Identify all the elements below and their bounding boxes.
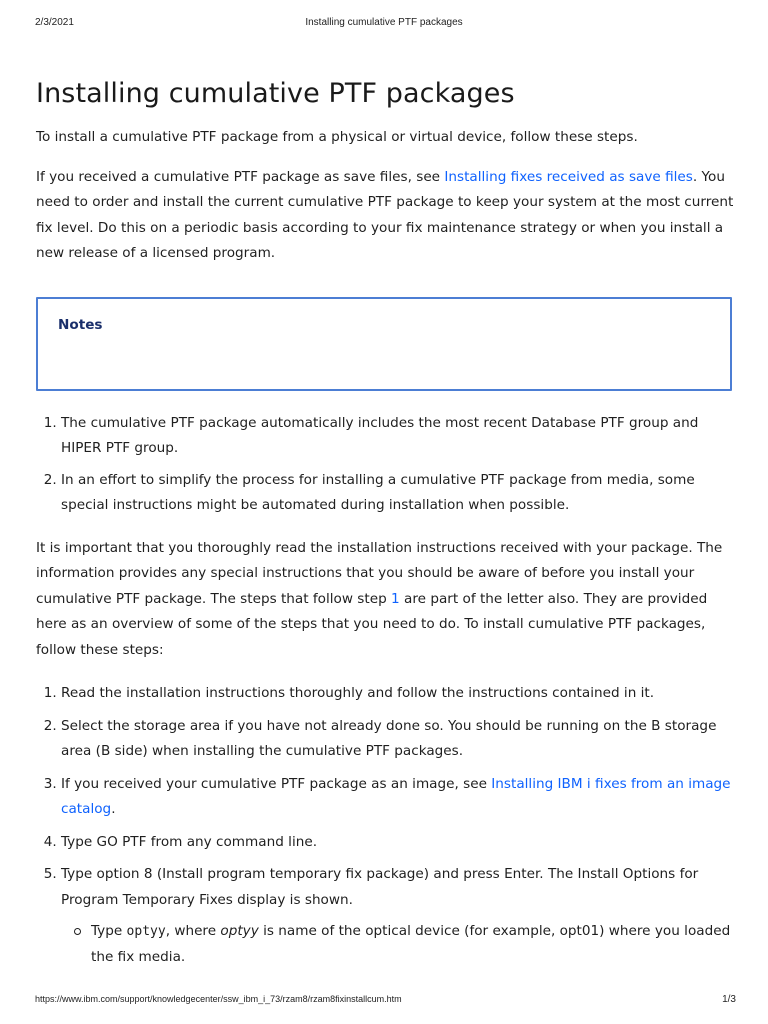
sub-step-prefix: Type bbox=[91, 923, 127, 939]
notes-box bbox=[36, 297, 732, 391]
notes-list bbox=[36, 411, 736, 519]
note-item: 1. The cumulative PTF package automatically includes the most recent Database PTF group and HIPER PTF group. bbox=[61, 411, 736, 462]
step-item: 4. Type GO PTF from any command line. bbox=[61, 830, 736, 856]
image-catalog-link[interactable]: Installing IBM i fixes from an image catalog bbox=[61, 775, 731, 817]
instructions-text-after: are part of the letter also. They are provided here as an overview of some of the steps that you need to do. To install cumulative PTF packages, follow these steps: bbox=[36, 590, 708, 658]
print-header bbox=[0, 17, 768, 31]
sub-step-item bbox=[91, 919, 736, 970]
sub-step-suffix: is name of the optical device (for example, opt01) where you loaded the fix media. bbox=[91, 923, 731, 965]
step-item: 1. Read the installation instructions thoroughly and follow the instructions contained in it. bbox=[61, 681, 736, 707]
step-3-text-before: If you received your cumulative PTF package as an image, see bbox=[61, 775, 492, 792]
notes-title: Notes bbox=[58, 316, 103, 333]
step-item: 2. Select the storage area if you have not already done so. You should be running on the B storage area (B side) when installing the cumulative PTF packages. bbox=[61, 714, 736, 765]
step-3-text-after: . bbox=[111, 801, 116, 817]
instructions-paragraph bbox=[36, 536, 736, 664]
save-files-paragraph bbox=[36, 165, 736, 267]
save-files-link[interactable]: Installing fixes received as save files bbox=[444, 168, 693, 185]
print-footer bbox=[0, 994, 768, 1008]
intro-paragraph: To install a cumulative PTF package from a physical or virtual device, follow these steps. bbox=[36, 129, 638, 145]
optical-device-code: optyy bbox=[126, 924, 166, 939]
step-1-link[interactable]: 1 bbox=[391, 590, 400, 607]
optical-device-emphasis: optyy bbox=[220, 923, 259, 939]
save-files-text-before: If you received a cumulative PTF package as save files, see bbox=[36, 168, 445, 185]
article bbox=[36, 76, 736, 970]
step-item bbox=[61, 772, 736, 823]
step-item bbox=[61, 862, 736, 970]
step-5-text: Type option 8 (Install program temporary fix package) and press Enter. The Install Options for Program Temporary Fixes display is shown. bbox=[61, 866, 699, 908]
circle-bullet-icon bbox=[74, 928, 81, 935]
steps-list bbox=[36, 681, 736, 970]
page-number: 1/3 bbox=[722, 994, 736, 1005]
sub-step-middle: , where bbox=[165, 923, 221, 939]
save-files-text-after: . You need to order and install the current cumulative PTF package to keep your system at the most current fix level. Do this on a periodic basis according to your fix maintenance strategy or when you install a new release of a licensed program. bbox=[36, 168, 734, 261]
instructions-text-before: It is important that you thoroughly read the installation instructions received with your package. The information provides any special instructions that you should be aware of before you install your cumulative PTF package. The steps that follow step bbox=[36, 539, 723, 607]
note-item: 2. In an effort to simplify the process for installing a cumulative PTF package from media, some special instructions might be automated during installation when possible. bbox=[61, 468, 736, 519]
print-title: Installing cumulative PTF packages bbox=[305, 17, 463, 28]
page-title: Installing cumulative PTF packages bbox=[36, 78, 515, 109]
print-url: https://www.ibm.com/support/knowledgecenter/ssw_ibm_i_73/rzam8/rzam8fixinstallcum.htm bbox=[35, 994, 402, 1004]
print-date: 2/3/2021 bbox=[35, 17, 74, 28]
step-5-sublist bbox=[61, 919, 736, 970]
